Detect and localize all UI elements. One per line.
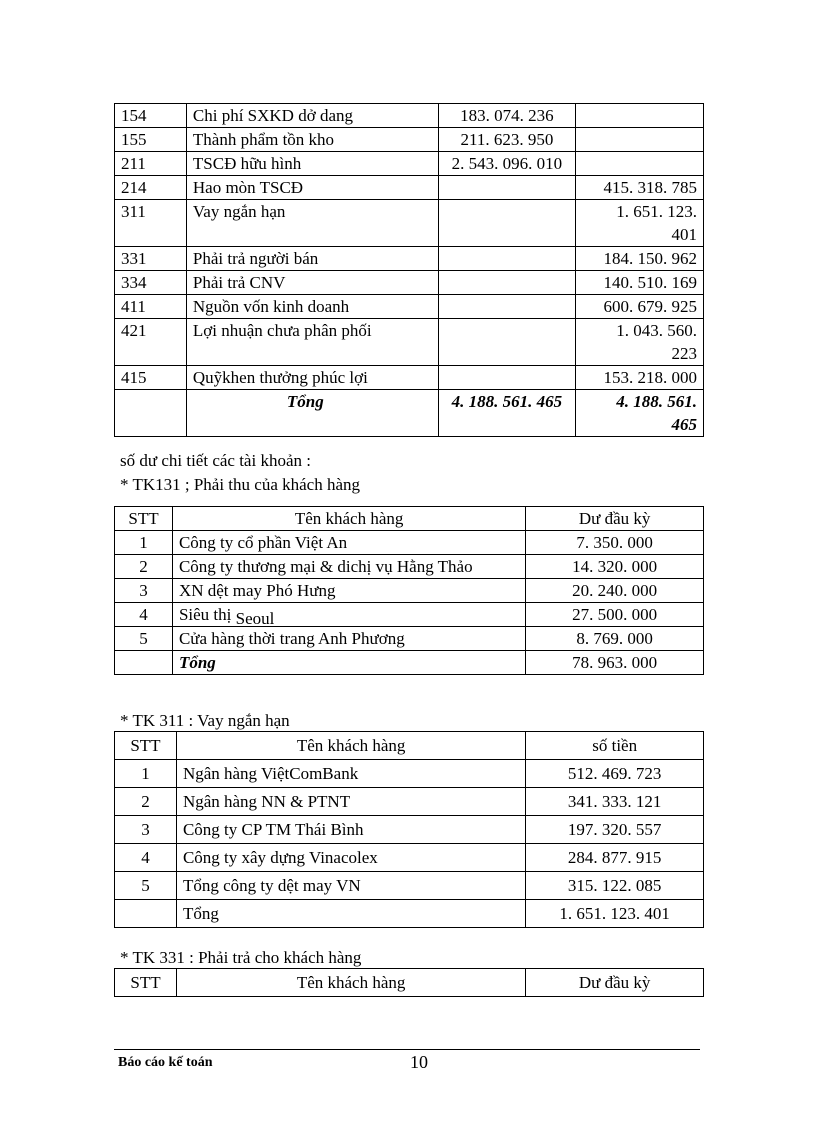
row-name: Cửa hàng thời trang Anh Phương [172,627,525,651]
debit-value [438,295,576,319]
account-code: 214 [115,176,187,200]
total-label: Tổng [186,390,438,437]
row-stt: 5 [115,872,177,900]
row-amount: 197. 320. 557 [526,816,704,844]
debit-value: 211. 623. 950 [438,128,576,152]
row-amount: 27. 500. 000 [526,603,704,627]
row-stt: 3 [115,579,173,603]
debit-value [438,200,576,247]
header-name: Tên khách hàng [176,969,525,997]
account-code: 211 [115,152,187,176]
row-stt: 5 [115,627,173,651]
table-row [115,627,704,651]
account-name: Nguồn vốn kinh doanh [186,295,438,319]
total-row [115,390,704,437]
credit-value: 153. 218. 000 [576,366,704,390]
account-name: Hao mòn TSCĐ [186,176,438,200]
credit-line-1: 1. 043. 560. [616,321,697,340]
row-name: Ngân hàng ViệtComBank [176,760,525,788]
table-row [115,247,704,271]
credit-value: 415. 318. 785 [576,176,704,200]
row-amount: 341. 333. 121 [526,788,704,816]
table-row [115,176,704,200]
credit-value [576,152,704,176]
account-name: Vay ngắn hạn [186,200,438,247]
account-code: 311 [115,200,187,247]
total-credit-line-2: 465 [671,415,697,434]
account-name: Quỹkhen thưởng phúc lợi [186,366,438,390]
debit-value [438,247,576,271]
total-row [115,900,704,928]
tk311-table [114,731,704,928]
credit-value [576,104,704,128]
row-name: Ngân hàng NN & PTNT [176,788,525,816]
header-stt: STT [115,732,177,760]
table-row [115,603,704,627]
header-name: Tên khách hàng [172,507,525,531]
table-row [115,366,704,390]
debit-value [438,176,576,200]
header-name: Tên khách hàng [176,732,525,760]
row-name: Công ty cổ phần Việt An [172,531,525,555]
table-row [115,271,704,295]
total-credit-line-1: 4. 188. 561. [616,392,697,411]
row-stt: 1 [115,531,173,555]
table-row [115,844,704,872]
table-row [115,788,704,816]
credit-line-2: 401 [671,225,697,244]
row-name: Công ty CP TM Thái Bình [176,816,525,844]
tk131-heading: * TK131 ; Phải thu của khách hàng [120,475,361,494]
account-code: 411 [115,295,187,319]
row-name: Công ty xây dựng Vinacolex [176,844,525,872]
page-number: 10 [410,1052,428,1072]
tk331-heading: * TK 331 : Phải trả cho khách hàng [120,948,362,967]
header-stt: STT [115,969,177,997]
table-header-row [115,732,704,760]
credit-value: 184. 150. 962 [576,247,704,271]
table-row [115,872,704,900]
table-row [115,128,704,152]
header-amount: số tiền [526,732,704,760]
account-name: Phải trả CNV [186,271,438,295]
debit-value: 2. 543. 096. 010 [438,152,576,176]
account-name: TSCĐ hữu hình [186,152,438,176]
row-amount: 7. 350. 000 [526,531,704,555]
account-name: Thành phẩm tồn kho [186,128,438,152]
row-amount: 14. 320. 000 [526,555,704,579]
account-name: Chi phí SXKD dở dang [186,104,438,128]
header-amount: Dư đầu kỳ [526,969,704,997]
account-name: Lợi nhuận chưa phân phối [186,319,438,366]
table-header-row [115,507,704,531]
account-name: Phải trả người bán [186,247,438,271]
row-amount: 512. 469. 723 [526,760,704,788]
row-stt: 1 [115,760,177,788]
header-stt: STT [115,507,173,531]
total-label: Tổng [172,651,525,675]
row-stt: 4 [115,844,177,872]
row-name-extra: Seoul [235,609,275,628]
row-name: Tổng công ty dệt may VN [176,872,525,900]
account-code: 155 [115,128,187,152]
credit-value [576,200,704,247]
total-debit: 4. 188. 561. 465 [438,390,576,437]
total-label: Tổng [176,900,525,928]
debit-value: 183. 074. 236 [438,104,576,128]
credit-line-1: 1. 651. 123. [616,202,697,221]
intro-line: số dư chi tiết các tài khoản : [120,451,311,470]
row-name: Công ty thương mại & dichị vụ Hằng Thảo [172,555,525,579]
row-amount: 20. 240. 000 [526,579,704,603]
account-code: 334 [115,271,187,295]
row-stt: 2 [115,788,177,816]
footer-title: Báo cáo kế toán [118,1055,213,1070]
table-row [115,579,704,603]
credit-value: 140. 510. 169 [576,271,704,295]
debit-value [438,319,576,366]
header-amount: Dư đầu kỳ [526,507,704,531]
debit-value [438,271,576,295]
row-name-main: Siêu thị [178,605,232,624]
total-amount: 1. 651. 123. 401 [526,900,704,928]
account-code: 421 [115,319,187,366]
footer-divider [114,1049,700,1050]
row-stt: 4 [115,603,173,627]
row-amount: 8. 769. 000 [526,627,704,651]
table-row [115,531,704,555]
row-name [172,603,525,627]
tk131-table [114,506,704,675]
row-stt: 2 [115,555,173,579]
row-amount: 284. 877. 915 [526,844,704,872]
table-row [115,816,704,844]
table-row [115,200,704,247]
table-row [115,319,704,366]
tk311-heading: * TK 311 : Vay ngắn hạn [120,711,290,730]
table-header-row [115,969,704,997]
credit-line-2: 223 [671,344,697,363]
credit-value [576,319,704,366]
table-row [115,760,704,788]
total-row [115,651,704,675]
account-code: 415 [115,366,187,390]
table-row [115,104,704,128]
row-amount: 315. 122. 085 [526,872,704,900]
row-name: XN dệt may Phó Hưng [172,579,525,603]
row-stt: 3 [115,816,177,844]
total-credit [576,390,704,437]
tk331-table [114,968,704,997]
table-row [115,555,704,579]
balance-table [114,103,704,437]
account-code: 331 [115,247,187,271]
total-amount: 78. 963. 000 [526,651,704,675]
table-row [115,295,704,319]
credit-value [576,128,704,152]
account-code: 154 [115,104,187,128]
credit-value: 600. 679. 925 [576,295,704,319]
table-row [115,152,704,176]
debit-value [438,366,576,390]
